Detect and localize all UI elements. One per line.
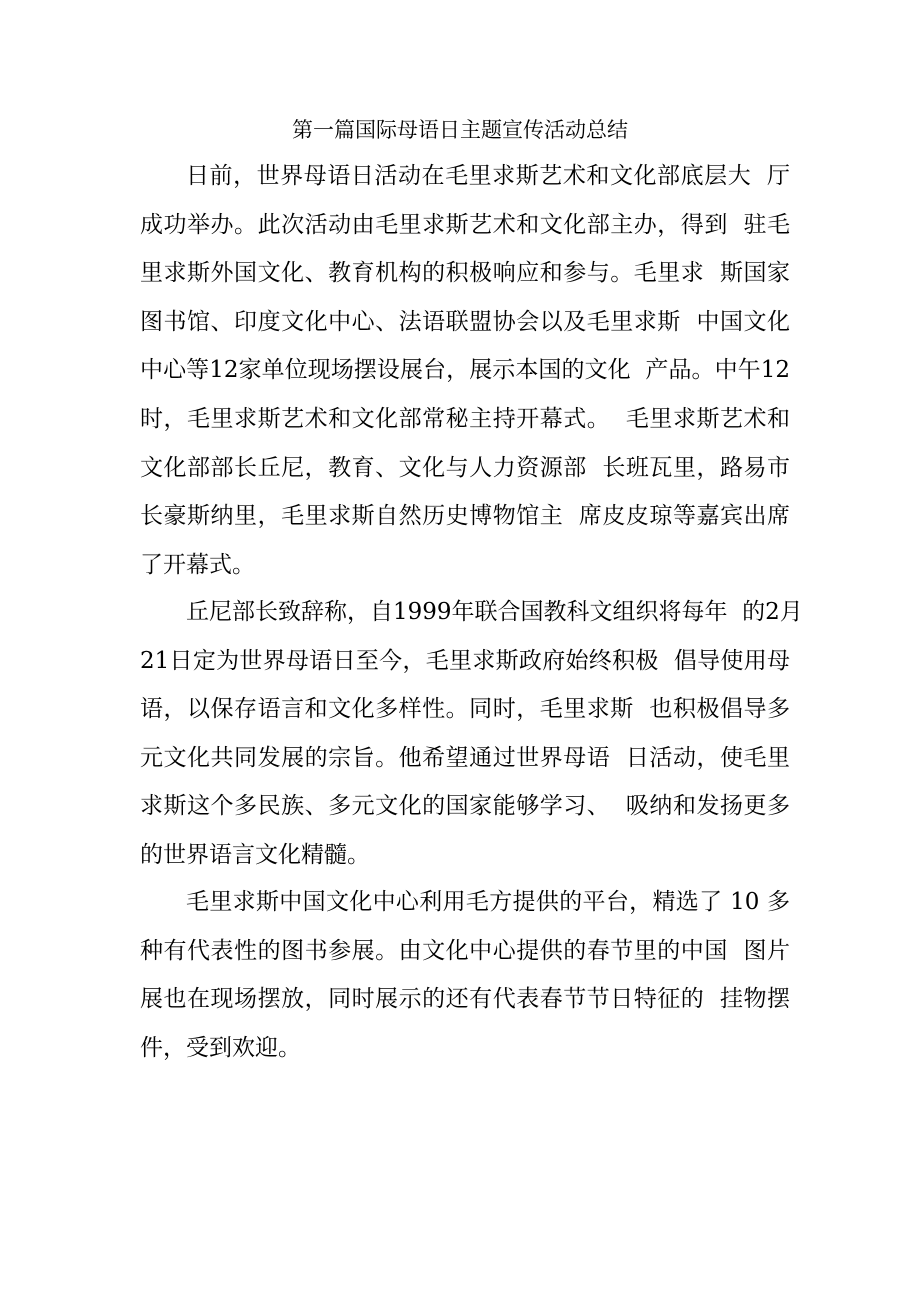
text-line: 语，以保存语言和文化多样性。同时，毛里求斯 也积极倡导多	[140, 696, 790, 723]
paragraph-chinese-center	[140, 878, 790, 1072]
text-line: 文化部部长丘尼，教育、文化与人力资源部 长班瓦里，路易市	[140, 454, 790, 481]
text-line: 种有代表性的图书参展。由文化中心提供的春节里的中国 图片	[140, 937, 790, 964]
text-line: 的世界语言文化精髓。	[140, 841, 370, 868]
text-line: 展也在现场摆放，同时展示的还有代表春节节日特征的 挂物摆	[140, 986, 790, 1013]
text-line: 丘尼部长致辞称，自1999年联合国教科文组织将每年 的2月	[186, 599, 803, 625]
text-line: 成功举办。此次活动由毛里求斯艺术和文化部主办，得到 驻毛	[140, 211, 790, 238]
text-line: 中心等12家单位现场摆设展台，展示本国的文化 产品。中午12	[140, 357, 790, 384]
text-line: 长豪斯纳里，毛里求斯自然历史博物馆主 席皮皮琼等嘉宾出席	[140, 503, 790, 530]
paragraph-opening-event	[140, 152, 790, 589]
text-line: 毛里求斯中国文化中心利用毛方提供的平台，精选了 10 多	[186, 889, 790, 915]
text-line: 件，受到欢迎。	[140, 1034, 301, 1061]
text-line: 里求斯外国文化、教育机构的积极响应和参与。毛里求 斯国家	[140, 260, 790, 287]
text-line: 求斯这个多民族、多元文化的国家能够学习、 吸纳和发扬更多	[140, 793, 790, 820]
text-line: 时，毛里求斯艺术和文化部常秘主持开幕式。 毛里求斯艺术和	[140, 405, 790, 432]
text-line: 了开幕式。	[140, 551, 255, 578]
text-line: 日前，世界母语日活动在毛里求斯艺术和文化部底层大 厅	[186, 163, 790, 189]
document-title: 第一篇国际母语日主题宣传活动总结	[292, 118, 628, 142]
text-line: 21日定为世界母语日至今，毛里求斯政府始终积极 倡导使用母	[140, 647, 790, 674]
text-line: 图书馆、印度文化中心、法语联盟协会以及毛里求斯 中国文化	[140, 308, 790, 335]
text-line: 元文化共同发展的宗旨。他希望通过世界母语 日活动，使毛里	[140, 744, 790, 771]
paragraph-minister-speech	[140, 588, 803, 880]
